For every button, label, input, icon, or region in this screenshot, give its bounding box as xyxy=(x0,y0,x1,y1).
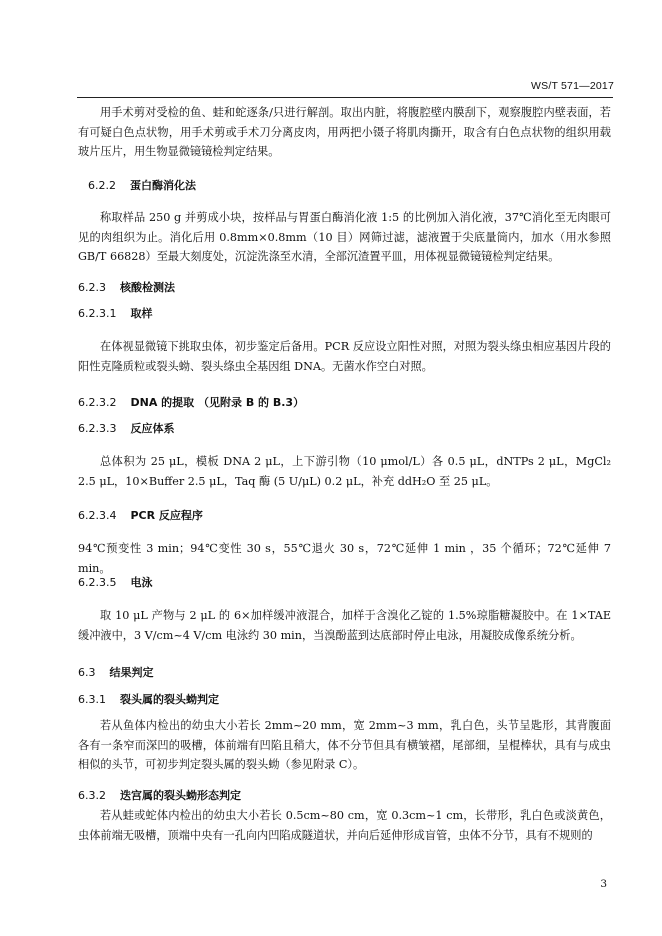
heading-number: 6.3 xyxy=(78,666,96,679)
heading-6-3 xyxy=(78,665,611,681)
heading-number: 6.3.2 xyxy=(78,789,106,802)
heading-number: 6.3.1 xyxy=(78,693,106,706)
header-rule xyxy=(77,97,613,98)
heading-title: 核酸检测法 xyxy=(120,281,175,294)
heading-6-2-2 xyxy=(78,178,611,194)
heading-number: 6.2.3.5 xyxy=(78,576,117,589)
paragraph-text: 若从蛙或蛇体内检出的幼虫大小若长 0.5cm~80 cm，宽 0.3cm~1 cm，长带形，乳白色或淡黄色，虫体前端无吸槽，顶端中央有一孔向内凹陷成隧道状，并向后延伸形成盲管，虫体不分节，具有不规则的 xyxy=(78,809,611,842)
heading-6-2-3-3 xyxy=(78,421,611,437)
heading-title: DNA 的提取 （见附录 B 的 B.3） xyxy=(130,396,305,409)
paragraph-pcr-program xyxy=(78,539,611,578)
heading-6-3-1 xyxy=(78,692,611,708)
heading-number: 6.2.3 xyxy=(78,281,106,294)
heading-6-3-2 xyxy=(78,788,611,804)
paragraph-pepsin-digestion xyxy=(78,208,611,267)
paragraph-text: 94℃预变性 3 min；94℃变性 30 s，55℃退火 30 s，72℃延伸 1 min ，35 个循环；72℃延伸 7 min。 xyxy=(78,542,611,575)
heading-title: 蛋白酶消化法 xyxy=(130,179,196,192)
paragraph-spirometra-judgement xyxy=(78,806,611,845)
paragraph-text: 总体积为 25 μL，模板 DNA 2 μL，上下游引物（10 μmol/L）各 0.5 μL，dNTPs 2 μL，MgCl₂ 2.5 μL，10×Buffer 2.5 μL，Taq 酶 (5 U/μL) 0.2 μL，补充 ddH₂O 至 25 μL。 xyxy=(78,455,611,488)
heading-title: 迭宫属的裂头蚴形态判定 xyxy=(120,789,241,802)
paragraph-text: 取 10 μL 产物与 2 μL 的 6×加样缓冲液混合，加样于含溴化乙锭的 1.5%琼脂糖凝胶中。在 1×TAE 缓冲液中，3 V/cm~4 V/cm 电泳约 30 min，当溴酚蓝到达底部时停止电泳，用凝胶成像系统分析。 xyxy=(78,609,611,642)
heading-6-2-3-5 xyxy=(78,575,611,591)
heading-number: 6.2.2 xyxy=(88,179,116,192)
paragraph-diphyllobothrium-judgement xyxy=(78,716,611,775)
heading-title: 反应体系 xyxy=(130,422,175,435)
paragraph-sampling xyxy=(78,337,611,376)
paragraph-text: 用手术剪对受检的鱼、蛙和蛇逐条/只进行解剖。取出内脏，将腹腔壁内膜刮下，观察腹腔内壁表面，若有可疑白色点状物，用手术剪或手术刀分离皮肉，用两把小镊子将肌肉撕开，取含有白色点状物的组织用载玻片压片，用生物显微镜镜检判定结果。 xyxy=(78,106,611,158)
paragraph-reaction-system xyxy=(78,452,611,491)
running-header: WS/T 571—2017 xyxy=(531,80,614,92)
heading-6-2-3-2 xyxy=(78,395,611,411)
heading-number: 6.2.3.2 xyxy=(78,396,117,409)
heading-number: 6.2.3.3 xyxy=(78,422,117,435)
heading-number: 6.2.3.4 xyxy=(78,509,117,522)
heading-title: 结果判定 xyxy=(109,666,154,679)
page-number: 3 xyxy=(600,878,607,890)
heading-6-2-3-1 xyxy=(78,306,611,322)
paragraph-text: 若从鱼体内检出的幼虫大小若长 2mm~20 mm，宽 2mm~3 mm，乳白色，头节呈匙形，其背腹面各有一条窄而深凹的吸槽，体前端有凹陷且稍大，体不分节但具有横皱褶，尾部细，呈棍棒状，具有与成虫相似的头节，可初步判定裂头属的裂头蚴（参见附录 C）。 xyxy=(78,719,611,771)
heading-title: 裂头属的裂头蚴判定 xyxy=(120,693,219,706)
paragraph-text: 在体视显微镜下挑取虫体，初步鉴定后备用。PCR 反应设立阳性对照，对照为裂头绦虫相应基因片段的阳性克隆质粒或裂头蚴、裂头绦虫全基因组 DNA。无菌水作空白对照。 xyxy=(78,340,611,373)
paragraph-text: 称取样品 250 g 并剪成小块，按样品与胃蛋白酶消化液 1:5 的比例加入消化液，37℃消化至无肉眼可见的肉组织为止。消化后用 0.8mm×0.8mm（10 目）网筛过滤，滤液置于尖底量筒内，加水（用水参照GB/T 66828）至最大刻度处，沉淀洗涤至水清，全部沉渣置平皿，用体视显微镜镜检判定结果。 xyxy=(78,211,611,263)
heading-6-2-3-4 xyxy=(78,508,611,524)
paragraph-dissection xyxy=(78,103,611,162)
heading-title: 取样 xyxy=(130,307,153,320)
heading-title: PCR 反应程序 xyxy=(130,509,203,522)
paragraph-electrophoresis xyxy=(78,606,611,645)
heading-title: 电泳 xyxy=(130,576,153,589)
heading-6-2-3 xyxy=(78,280,611,296)
heading-number: 6.2.3.1 xyxy=(78,307,117,320)
